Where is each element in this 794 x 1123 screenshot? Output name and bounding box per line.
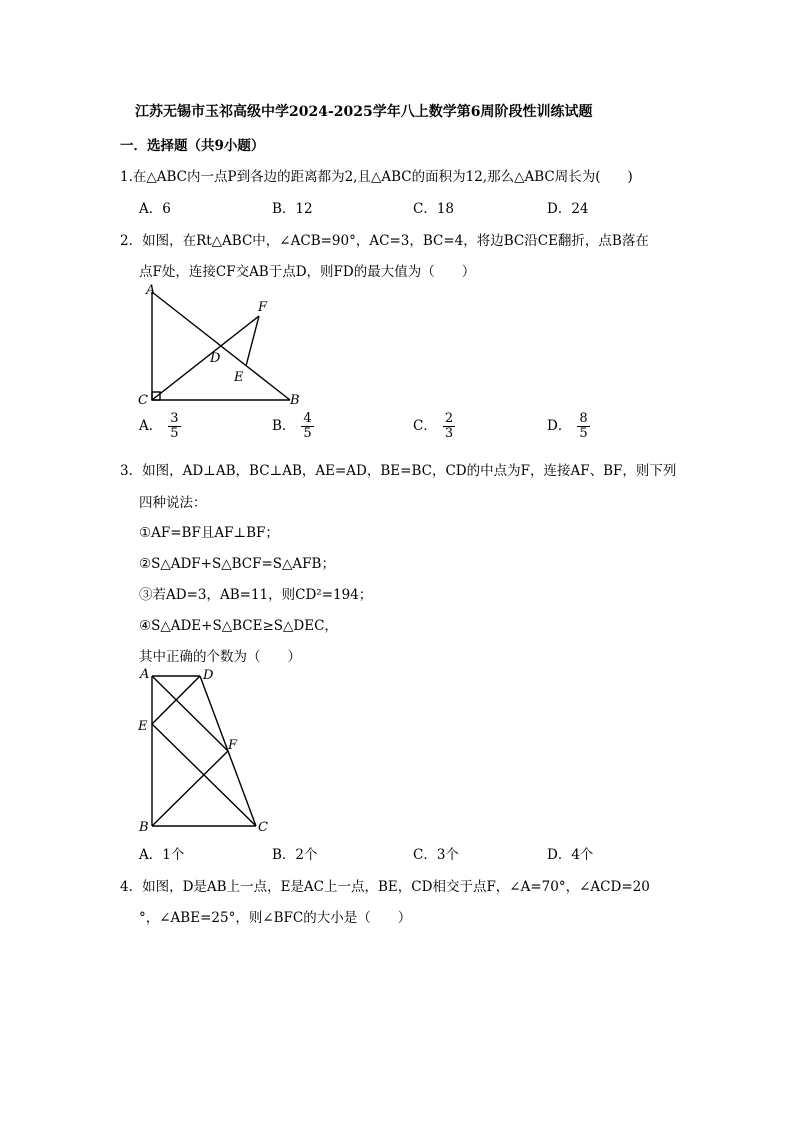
question-3-option-c[interactable]: C．3个 [413, 847, 459, 863]
question-2-line-1: 2．如图，在Rt△ABC中，∠ACB=90°，AC=3，BC=4，将边BC沿CE翻折，点B落在 [120, 233, 649, 249]
label-e: E [234, 370, 244, 385]
option-letter: C． [413, 418, 437, 434]
question-2-option-a[interactable] [139, 412, 181, 441]
question-3-statement-3: ③若AD=3，AB=11，则CD²=194； [139, 587, 373, 603]
label-c: C [138, 393, 148, 408]
label-c: C [258, 820, 268, 835]
question-3-option-a[interactable]: A．1个 [139, 847, 185, 863]
question-2-option-b[interactable] [272, 412, 314, 441]
denominator: 5 [303, 426, 312, 441]
question-4-line-2: °，∠ABE=25°，则∠BFC的大小是（ ） [139, 910, 412, 926]
option-letter: A． [139, 418, 163, 434]
label-b: B [139, 820, 149, 835]
page-title: 江苏无锡市玉祁高级中学2024-2025学年八上数学第6周阶段性训练试题 [135, 104, 593, 120]
option-letter: B． [272, 418, 296, 434]
fraction [443, 412, 455, 441]
section-heading: 一．选择题（共9小题） [120, 138, 265, 154]
question-3-option-d[interactable]: D．4个 [547, 847, 594, 863]
numerator: 2 [444, 411, 454, 426]
question-1-option-a[interactable]: A．6 [139, 201, 171, 217]
question-3-line-2: 四种说法： [139, 495, 207, 511]
denominator: 5 [170, 426, 179, 441]
label-d: D [203, 668, 214, 683]
segment-fe [246, 316, 259, 366]
label-e: E [138, 719, 148, 734]
label-f: F [228, 738, 238, 753]
question-2-option-c[interactable] [413, 412, 455, 441]
option-letter: D． [547, 418, 572, 434]
segment-cf [152, 316, 259, 400]
question-1-option-d[interactable]: D．24 [547, 201, 589, 217]
question-3-line-1: 3．如图，AD⊥AB，BC⊥AB，AE=AD，BE=BC，CD的中点为F，连接AF、BF，则下列 [120, 463, 677, 479]
denominator: 3 [444, 426, 454, 441]
question-3-statement-2: ②S△ADF+S△BCF=S△AFB； [139, 556, 335, 572]
question-3-option-b[interactable]: B．2个 [272, 847, 318, 863]
numerator: 8 [579, 411, 588, 426]
label-a: A [140, 667, 150, 682]
label-a: A [146, 283, 156, 298]
question-4-line-1: 4．如图，D是AB上一点，E是AC上一点，BE，CD相交于点F，∠A=70°，∠ACD=20 [120, 879, 650, 895]
question-2-figure [130, 280, 320, 410]
question-3-statement-4: ④S△ADE+S△BCE≥S△DEC， [139, 618, 338, 634]
question-3-statement-1: ①AF=BF且AF⊥BF； [139, 525, 279, 541]
question-1-text: 1.在△ABC内一点P到各边的距离都为2,且△ABC的面积为12,那么△ABC周长为( ) [120, 169, 633, 185]
label-b: B [290, 393, 300, 408]
denominator: 5 [579, 426, 588, 441]
question-1-option-c[interactable]: C．18 [413, 201, 455, 217]
question-2-option-d[interactable] [547, 412, 590, 441]
numerator: 4 [303, 411, 312, 426]
label-f: F [258, 300, 268, 315]
numerator: 3 [170, 411, 179, 426]
question-3-ask: 其中正确的个数为（ ） [139, 649, 301, 665]
segment-bf [152, 751, 228, 826]
question-1-option-b[interactable]: B．12 [272, 201, 313, 217]
fraction [168, 412, 180, 441]
fraction [301, 412, 313, 441]
question-2-line-2: 点F处，连接CF交AB于点D，则FD的最大值为（ ） [139, 264, 476, 280]
question-3-figure [130, 662, 280, 837]
fraction [577, 412, 589, 441]
label-d: D [210, 351, 221, 366]
